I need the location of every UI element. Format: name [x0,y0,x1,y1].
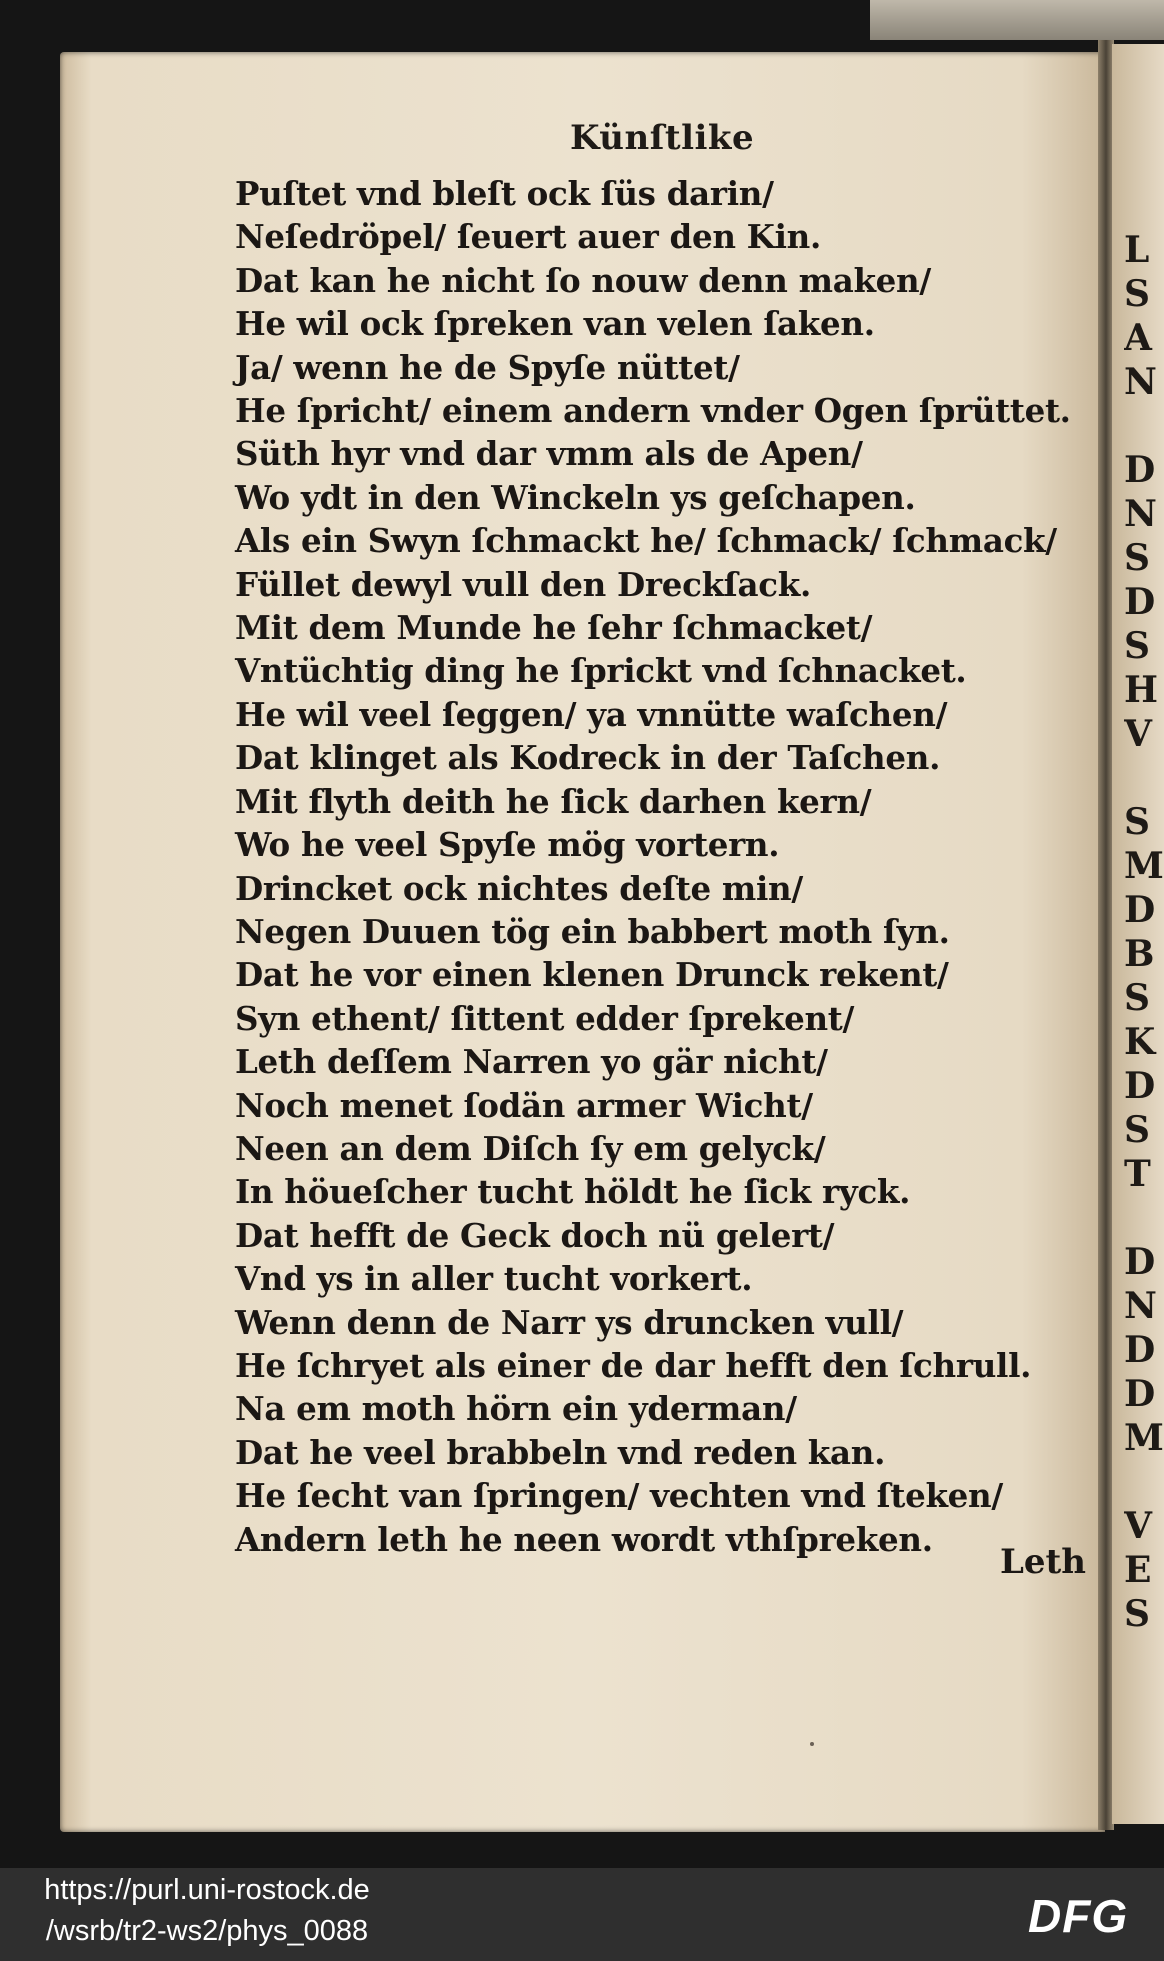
verse-line: Als ein Swyn ſchmackt he/ ſchmack/ ſchmack/ [235,521,1057,561]
facing-line-initial: S [1124,273,1150,315]
facing-line-initial: V [1124,713,1152,755]
facing-line-initial [1124,404,1164,448]
verse-line: Mit dem Munde he ſehr ſchmacket/ [235,608,873,648]
verse-line: Ja/ wenn he de Spyſe nüttet/ [235,347,740,387]
verse-line: He wil ock ſpreken van velen ſaken. [235,304,875,344]
facing-line-initial: H [1124,669,1159,711]
facing-line-initial: M [1124,1417,1164,1459]
facing-line-initial: N [1124,361,1157,403]
facing-line-initial: N [1124,1285,1157,1327]
verse-line: Dat he veel brabbeln vnd reden kan. [235,1432,886,1472]
facing-line-initial: D [1124,1329,1156,1371]
facing-line-initial: S [1124,801,1150,843]
facing-line-initial: S [1124,1593,1150,1635]
permalink-line-1[interactable]: https://purl.uni-rostock.de [44,1874,370,1906]
facing-line-initial: M [1124,845,1164,887]
verse-line: Mit flyth deith he ſick darhen kern/ [235,781,872,821]
facing-line-initial: D [1124,1241,1156,1283]
facing-line-initial: S [1124,977,1150,1019]
facing-line-initial: S [1124,625,1150,667]
verse-line: Wenn denn de Narr ys druncken vull/ [235,1302,904,1342]
verse-line: Wo ydt in den Winckeln ys geſchapen. [235,477,916,517]
facing-line-initial: D [1124,449,1156,491]
verse-line: He ſchryet als einer de dar hefft den ſchrull. [235,1345,1032,1385]
verse-line: Dat kan he nicht ſo nouw denn maken/ [235,260,931,300]
facing-line-initial: D [1124,1065,1156,1107]
verse-line: Neen an dem Diſch ſy em gelyck/ [235,1128,826,1168]
facing-line-initial: E [1124,1549,1152,1591]
facing-line-initial: S [1124,1109,1150,1151]
facing-line-initial: D [1124,889,1156,931]
running-head: Künſtlike [570,118,755,158]
facing-line-initial: V [1124,1505,1152,1547]
permalink-line-2[interactable]: /wsrb/tr2-ws2/phys_0088 [45,1915,369,1947]
facing-line-initial: A [1124,317,1152,359]
facing-line-initial: B [1124,933,1155,975]
book-edge [870,0,1164,40]
verse-line: Dat he vor einen klenen Drunck rekent/ [235,955,949,995]
facing-line-initial [1124,1196,1164,1240]
verse-line: Vnd ys in aller tucht vorkert. [235,1259,753,1299]
facing-line-initial: L [1124,229,1150,271]
verse-line: Dat klinget als Kodreck in der Taſchen. [235,738,941,778]
verse-line: In höueſcher tucht höldt he ſick ryck. [235,1172,911,1212]
facing-line-initial: D [1124,1373,1156,1415]
verse-line: Wo he veel Spyſe mög vortern. [235,825,780,865]
verse-line: Syn ethent/ ſittent edder ſprekent/ [235,998,855,1038]
verse-line: Neſedröpel/ ſeuert auer den Kin. [235,217,822,257]
dfg-logo: DFG [1028,1890,1129,1942]
facing-line-initial: D [1124,581,1156,623]
verse-line: Süth hyr vnd dar vmm als de Apen/ [235,434,863,474]
verse-line: Puſtet vnd bleſt ock ſüs darin/ [235,174,774,213]
verse-line: He ſecht van ſpringen/ vechten vnd ſteken/ [235,1476,1003,1516]
facing-line-initial [1124,1460,1164,1504]
verse-text [235,172,1095,1561]
facing-line-initial [1124,756,1164,800]
facing-line-initial: N [1124,493,1157,535]
paper-speck [810,1742,814,1746]
facing-line-initial: K [1124,1021,1156,1063]
verse-line: Noch menet ſodän armer Wicht/ [235,1085,813,1125]
verse-line: He wil veel ſeggen/ ya vnnütte waſchen/ [235,694,948,734]
catchword: Leth [1000,1542,1086,1582]
verse-line: Andern leth he neen wordt vthſpreken. [235,1519,933,1559]
verse-line: Leth deſſem Narren yo gär nicht/ [235,1042,828,1082]
verse-line: Dat hefft de Geck doch nü gelert/ [235,1215,835,1255]
verse-line: Drincket ock nichtes deſte min/ [235,868,803,908]
facing-page-line-initials [1124,228,1164,1636]
verse-line: Na em moth hörn ein yderman/ [235,1389,797,1429]
facing-line-initial: S [1124,537,1150,579]
verse-line: Füllet dewyl vull den Dreckſack. [235,564,811,604]
facing-line-initial: T [1124,1153,1151,1195]
verse-line: Vntüchtig ding he ſprickt vnd ſchnacket. [235,651,967,691]
verse-line: He ſpricht/ einem andern vnder Ogen ſprüttet. [235,391,1071,431]
verse-line: Negen Duuen tög ein babbert moth ſyn. [235,911,950,951]
